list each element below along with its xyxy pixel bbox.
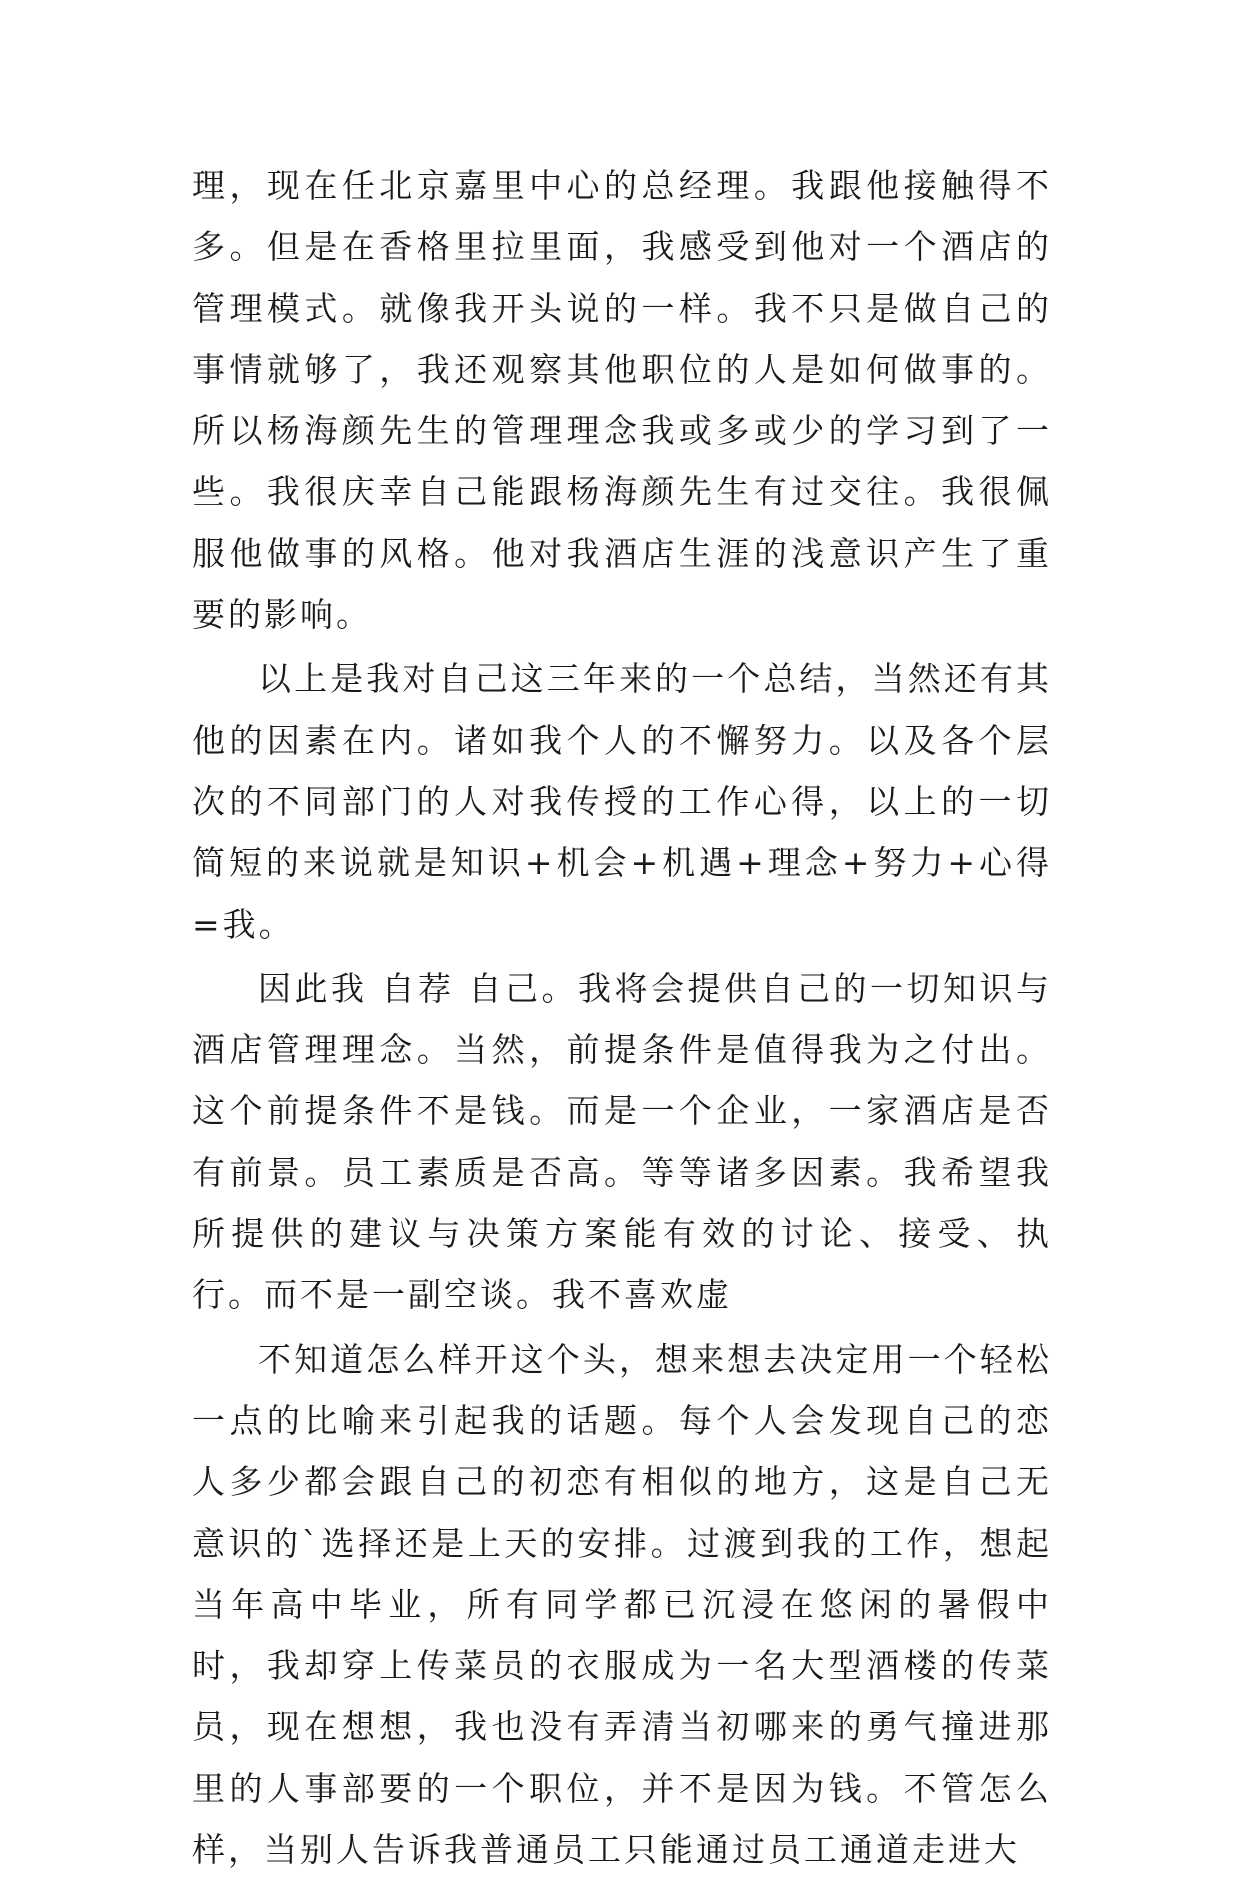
paragraph-4: 不知道怎么样开这个头，想来想去决定用一个轻松一点的比喻来引起我的话题。每个人会发现自己的恋人多少都会跟自己的初恋有相似的地方，这是自己无意识的`选择还是上天的安排。过渡到我的工作，想起当年高中毕业，所有同学都已沉浸在悠闲的暑假中时，我却穿上传菜员的衣服成为一名大型酒楼的传菜员，现在想想，我也没有弄清当初哪来的勇气撞进那里的人事部要的一个职位，并不是因为钱。不管怎么样，当别人告诉我普通员工只能通过员工通道走进大 [192,1339,1052,1870]
paragraph-1: 理，现在任北京嘉里中心的总经理。我跟他接触得不多。但是在香格里拉里面，我感受到他对一个酒店的管理模式。就像我开头说的一样。我不只是做自己的事情就够了，我还观察其他职位的人是如何做事的。所以杨海颜先生的管理理念我或多或少的学习到了一些。我很庆幸自己能跟杨海颜先生有过交往。我很佩服他做事的风格。他对我酒店生涯的浅意识产生了重要的影响。 [192,166,1052,635]
document-page [192,155,1052,1880]
paragraph-2: 以上是我对自己这三年来的一个总结，当然还有其他的因素在内。诸如我个人的不懈努力。以及各个层次的不同部门的人对我传授的工作心得，以上的一切简短的来说就是知识+机会+机遇+理念+努力+心得=我。 [192,659,1052,944]
paragraph-3: 因此我 自荐 自己。我将会提供自己的一切知识与酒店管理理念。当然，前提条件是值得我为之付出。这个前提条件不是钱。而是一个企业，一家酒店是否有前景。员工素质是否高。等等诸多因素。我希望我所提供的建议与决策方案能有效的讨论、接受、执行。而不是一副空谈。我不喜欢虚 [192,968,1052,1315]
